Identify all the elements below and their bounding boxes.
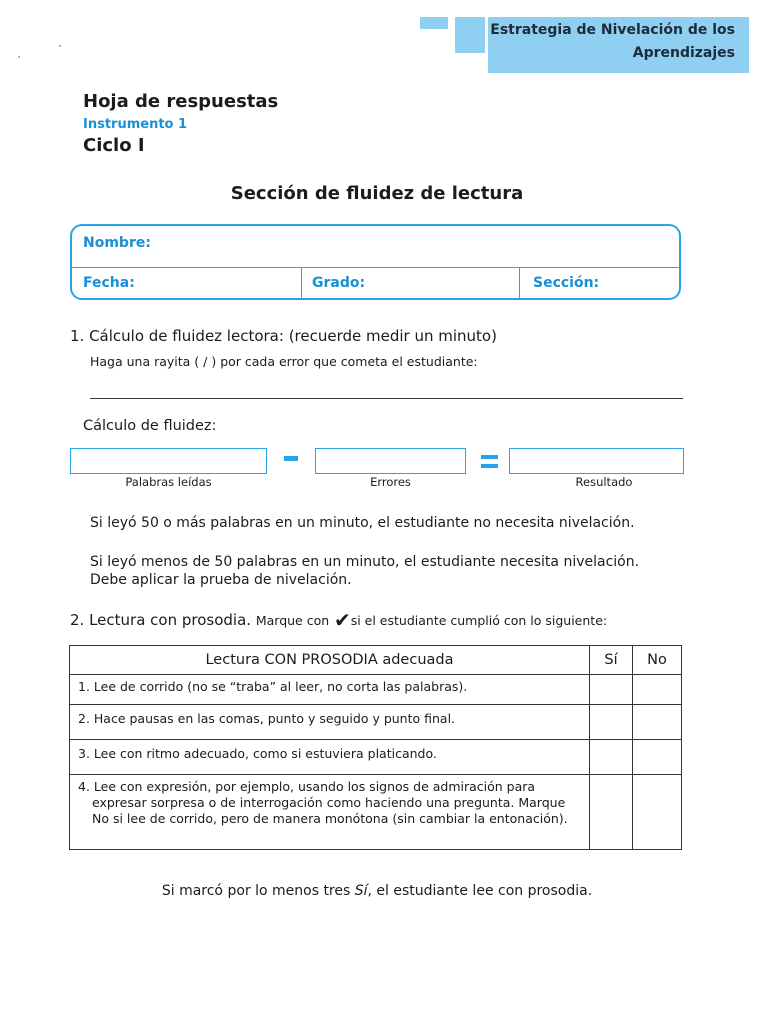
no-check-cell[interactable]	[633, 740, 682, 775]
error-tally-line[interactable]	[90, 398, 683, 399]
yes-check-cell[interactable]	[590, 675, 633, 705]
checkmark-icon: ✔	[333, 608, 351, 632]
no-check-cell[interactable]	[633, 705, 682, 740]
fluency-calc-label: Cálculo de fluidez:	[83, 418, 217, 434]
errors-box[interactable]	[315, 448, 466, 474]
grade-field[interactable]	[372, 270, 517, 298]
equals-sign-icon	[481, 455, 498, 459]
criteria-text: 1. Lee de corrido (no se “traba” al leer, no corta las palabras).	[78, 679, 468, 694]
criteria-text: 3. Lee con ritmo adecuado, como si estuviera platicando.	[78, 746, 437, 761]
banner-title-line1: Estrategia de Nivelación de los	[490, 22, 735, 38]
scan-speck	[18, 56, 20, 58]
criteria-text: 4. Lee con expresión, por ejemplo, usando los signos de admiración para expresar sorpresa o de interrogación como haciendo una pregunta. Marque No si lee de corrido, pero de manera monótona (sin cambiar la entonación).	[78, 779, 568, 826]
table-header-criteria: Lectura CON PROSODIA adecuada	[70, 646, 590, 675]
criteria-text: 2. Hace pausas en las comas, punto y seguido y punto final.	[78, 711, 456, 726]
result-caption: Resultado	[575, 475, 633, 489]
no-check-cell[interactable]	[633, 675, 682, 705]
scan-speck	[59, 45, 61, 47]
student-info-box	[70, 224, 681, 300]
info-divider	[72, 267, 679, 268]
banner-decoration-medium	[455, 17, 485, 53]
banner-decoration-small	[420, 17, 448, 29]
table-header-no: No	[633, 646, 682, 675]
section-title: Sección de fluidez de lectura	[230, 183, 524, 204]
result-no-leveling-text: Si leyó 50 o más palabras en un minuto, el estudiante no necesita nivelación.	[90, 515, 635, 531]
strategy-banner	[488, 17, 749, 73]
section-field[interactable]	[602, 270, 667, 298]
errors-caption: Errores	[370, 475, 411, 489]
criteria-cell	[70, 705, 590, 740]
banner-title-line2: Aprendizajes	[632, 45, 735, 61]
grade-field-label: Grado:	[312, 275, 366, 291]
result-box[interactable]	[509, 448, 684, 474]
section-field-label: Sección:	[533, 275, 600, 291]
words-read-box[interactable]	[70, 448, 267, 474]
equals-sign-icon	[481, 464, 498, 468]
yes-check-cell[interactable]	[590, 740, 633, 775]
conclusion-emphasis: Sí	[354, 883, 368, 899]
cycle-label: Ciclo I	[83, 135, 145, 156]
table-header-yes: Sí	[590, 646, 633, 675]
yes-check-cell[interactable]	[590, 705, 633, 740]
result-leveling-line1: Si leyó menos de 50 palabras en un minuto, el estudiante necesita nivelación.	[90, 554, 640, 570]
banner-title	[490, 19, 735, 65]
name-field-label: Nombre:	[83, 235, 151, 251]
minus-sign-icon	[284, 456, 298, 461]
result-leveling-line2: Debe aplicar la prueba de nivelación.	[90, 572, 352, 588]
question-1-title: 1. Cálculo de fluidez lectora: (recuerde medir un minuto)	[70, 327, 497, 345]
yes-check-cell[interactable]	[590, 775, 633, 850]
table-header-row	[70, 646, 682, 675]
conclusion-text-a: Si marcó por lo menos tres	[161, 883, 355, 899]
question-2-instruction-a: Marque con	[255, 613, 330, 628]
instrument-label: Instrumento 1	[83, 117, 188, 132]
prosody-table	[69, 645, 682, 850]
words-read-caption: Palabras leídas	[125, 475, 212, 489]
criteria-cell	[70, 775, 590, 850]
table-row	[70, 775, 682, 850]
question-2-instruction-b: si el estudiante cumplió con lo siguiente:	[350, 613, 608, 628]
table-row	[70, 740, 682, 775]
no-check-cell[interactable]	[633, 775, 682, 850]
question-2-heading: 2. Lectura con prosodia.	[70, 611, 252, 629]
info-divider	[519, 267, 520, 298]
date-field[interactable]	[142, 270, 297, 298]
table-row	[70, 675, 682, 705]
conclusion-text-b: , el estudiante lee con prosodia.	[367, 883, 593, 899]
question-2-title	[70, 608, 607, 632]
document-title: Hoja de respuestas	[83, 91, 279, 112]
question-1-instruction: Haga una rayita ( / ) por cada error que cometa el estudiante:	[90, 354, 478, 369]
result-leveling-text	[90, 553, 639, 589]
date-field-label: Fecha:	[83, 275, 135, 291]
prosody-conclusion	[0, 883, 754, 899]
criteria-cell	[70, 740, 590, 775]
info-divider	[301, 267, 302, 298]
table-row	[70, 705, 682, 740]
name-field[interactable]	[162, 230, 667, 262]
criteria-cell	[70, 675, 590, 705]
